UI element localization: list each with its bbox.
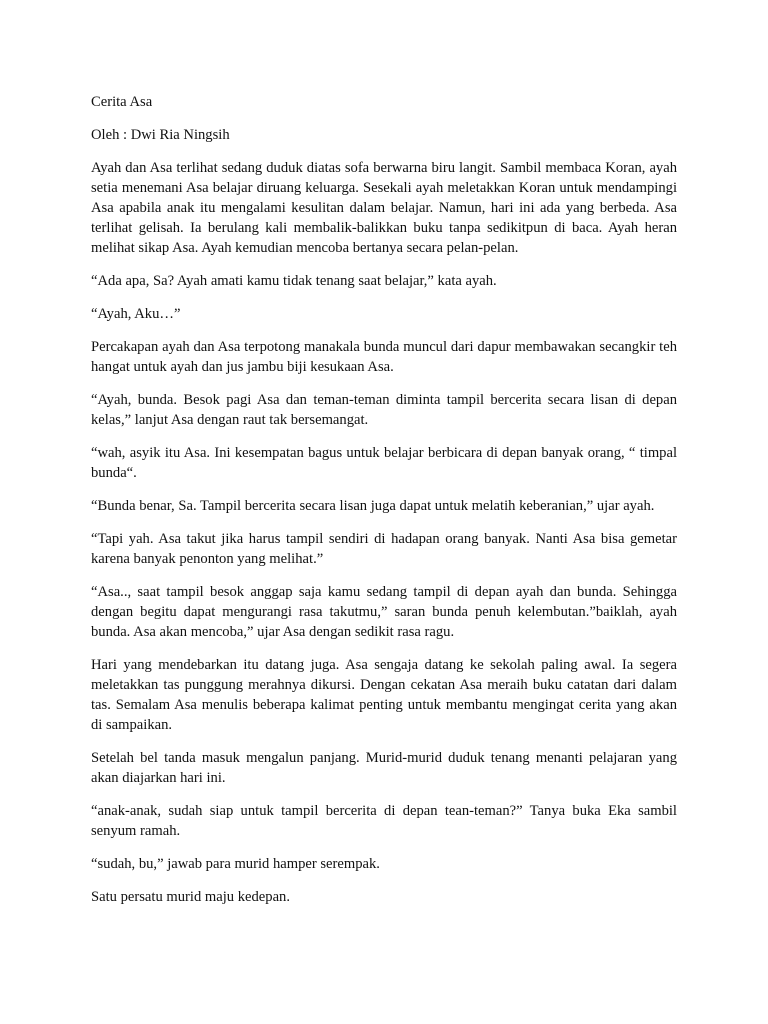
- story-author: Oleh : Dwi Ria Ningsih: [91, 127, 230, 143]
- paragraph: “wah, asyik itu Asa. Ini kesempatan bagus untuk belajar berbicara di depan banyak orang, “ timpal bunda“.: [91, 445, 677, 481]
- paragraph: “Asa.., saat tampil besok anggap saja kamu sedang tampil di depan ayah dan bunda. Sehingga dengan begitu dapat mengurangi rasa takutmu,” saran bunda penuh kelembutan.”baiklah, ayah bunda. Asa akan mencoba,” ujar Asa dengan sedikit rasa ragu.: [91, 584, 677, 640]
- paragraph: “Tapi yah. Asa takut jika harus tampil sendiri di hadapan orang banyak. Nanti Asa bisa gemetar karena banyak penonton yang melihat.”: [91, 531, 677, 567]
- paragraph: “sudah, bu,” jawab para murid hamper serempak.: [91, 856, 380, 872]
- paragraph: Hari yang mendebarkan itu datang juga. Asa sengaja datang ke sekolah paling awal. Ia segera meletakkan tas punggung merahnya dikursi. Dengan cekatan Asa meraih buku catatan dari dalam tas. Semalam Asa menulis beberapa kalimat penting untuk membantu mengingat cerita yang akan di sampaikan.: [91, 657, 677, 733]
- paragraph: “Ayah, Aku…”: [91, 306, 181, 322]
- paragraph: Ayah dan Asa terlihat sedang duduk diatas sofa berwarna biru langit. Sambil membaca Koran, ayah setia menemani Asa belajar diruang keluarga. Sesekali ayah meletakkan Koran untuk mendampingi Asa apabila anak itu mengalami kesulitan dalam belajar. Namun, hari ini ada yang berbeda. Asa terlihat gelisah. Ia berulang kali membalik-balikkan buku tanpa sedikitpun di baca. Ayah heran melihat sikap Asa. Ayah kemudian mencoba bertanya secara pelan-pelan.: [91, 160, 677, 256]
- paragraph: “Ada apa, Sa? Ayah amati kamu tidak tenang saat belajar,” kata ayah.: [91, 273, 497, 289]
- document-page: [91, 92, 677, 920]
- paragraph: Setelah bel tanda masuk mengalun panjang. Murid-murid duduk tenang menanti pelajaran yang akan diajarkan hari ini.: [91, 750, 677, 786]
- paragraph: Satu persatu murid maju kedepan.: [91, 889, 290, 905]
- story-title: Cerita Asa: [91, 94, 153, 110]
- paragraph: “Bunda benar, Sa. Tampil bercerita secara lisan juga dapat untuk melatih keberanian,” ujar ayah.: [91, 498, 655, 514]
- paragraph: “anak-anak, sudah siap untuk tampil bercerita di depan tean-teman?” Tanya buka Eka sambil senyum ramah.: [91, 803, 677, 839]
- paragraph: Percakapan ayah dan Asa terpotong manakala bunda muncul dari dapur membawakan secangkir teh hangat untuk ayah dan jus jambu biji kesukaan Asa.: [91, 339, 677, 375]
- paragraph: “Ayah, bunda. Besok pagi Asa dan teman-teman diminta tampil bercerita secara lisan di depan kelas,” lanjut Asa dengan raut tak bersemangat.: [91, 392, 677, 428]
